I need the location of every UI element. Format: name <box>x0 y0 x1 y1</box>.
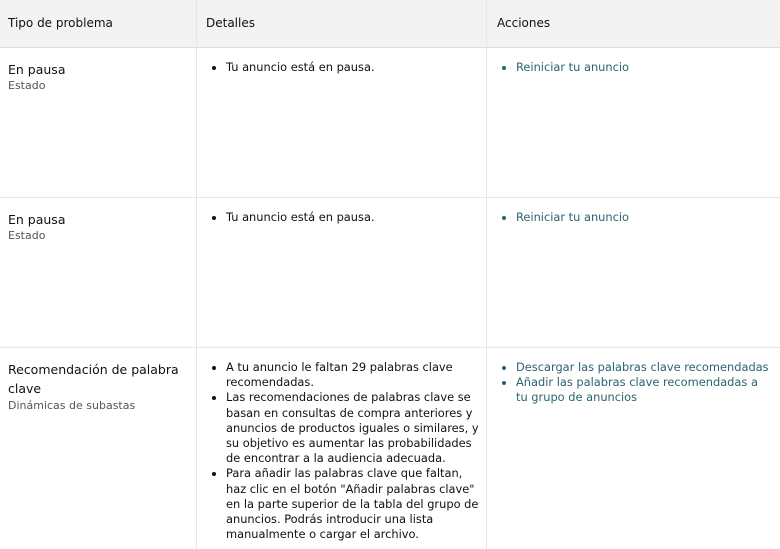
problem-title: En pausa <box>8 212 66 227</box>
actions-list <box>500 210 770 225</box>
column-divider <box>196 0 197 549</box>
action-item <box>516 210 770 225</box>
column-divider <box>486 0 487 549</box>
download-keywords-link[interactable]: Descargar las palabras clave recomendadas <box>516 360 769 374</box>
details-list <box>210 360 480 542</box>
table-header <box>0 0 780 48</box>
problem-category: Dinámicas de subastas <box>8 399 136 412</box>
table-row-details <box>210 360 480 542</box>
details-list <box>210 60 478 75</box>
action-item <box>516 375 772 405</box>
detail-item: • Tu anuncio está en pausa. <box>226 60 478 75</box>
row-divider <box>0 347 780 348</box>
table-row-problem <box>8 360 184 414</box>
detail-item: • Para añadir las palabras clave que faltan, haz clic en el botón "Añadir palabras clave" en la parte superior de la tabla del grupo de anuncios. Podrás introducir una lista manualmente o cargar el archivo. <box>226 466 480 542</box>
table-row-actions <box>500 60 770 75</box>
detail-item: • A tu anuncio le faltan 29 palabras clave recomendadas. <box>226 360 480 390</box>
table-row-problem <box>8 61 188 94</box>
detail-item: • Las recomendaciones de palabras clave se basan en consultas de compra anteriores y anuncios de productos iguales o similares, y su objetivo es aumentar las probabilidades de encontrar a la audiencia adecuada. <box>226 390 480 466</box>
detail-item: • Tu anuncio está en pausa. <box>226 210 478 225</box>
add-keywords-link[interactable]: Añadir las palabras clave recomendadas a tu grupo de anuncios <box>516 375 758 405</box>
restart-ad-link[interactable]: Reiniciar tu anuncio <box>516 60 630 74</box>
table-row-actions <box>500 210 770 225</box>
row-divider <box>0 197 780 198</box>
table-row-problem <box>8 211 188 244</box>
table-row-details <box>210 60 478 75</box>
table-row-actions <box>500 360 772 406</box>
problem-title: Recomendación de palabra clave <box>8 362 179 396</box>
table-row-details <box>210 210 478 225</box>
problem-category: Estado <box>8 79 46 92</box>
restart-ad-link[interactable]: Reiniciar tu anuncio <box>516 210 630 224</box>
problem-title: En pausa <box>8 62 66 77</box>
action-item <box>516 360 772 375</box>
action-item <box>516 60 770 75</box>
header-details: Detalles <box>206 16 255 30</box>
actions-list <box>500 360 772 406</box>
details-list <box>210 210 478 225</box>
header-actions: Acciones <box>497 16 551 30</box>
actions-list <box>500 60 770 75</box>
problem-category: Estado <box>8 229 46 242</box>
header-problem-type: Tipo de problema <box>8 16 113 30</box>
